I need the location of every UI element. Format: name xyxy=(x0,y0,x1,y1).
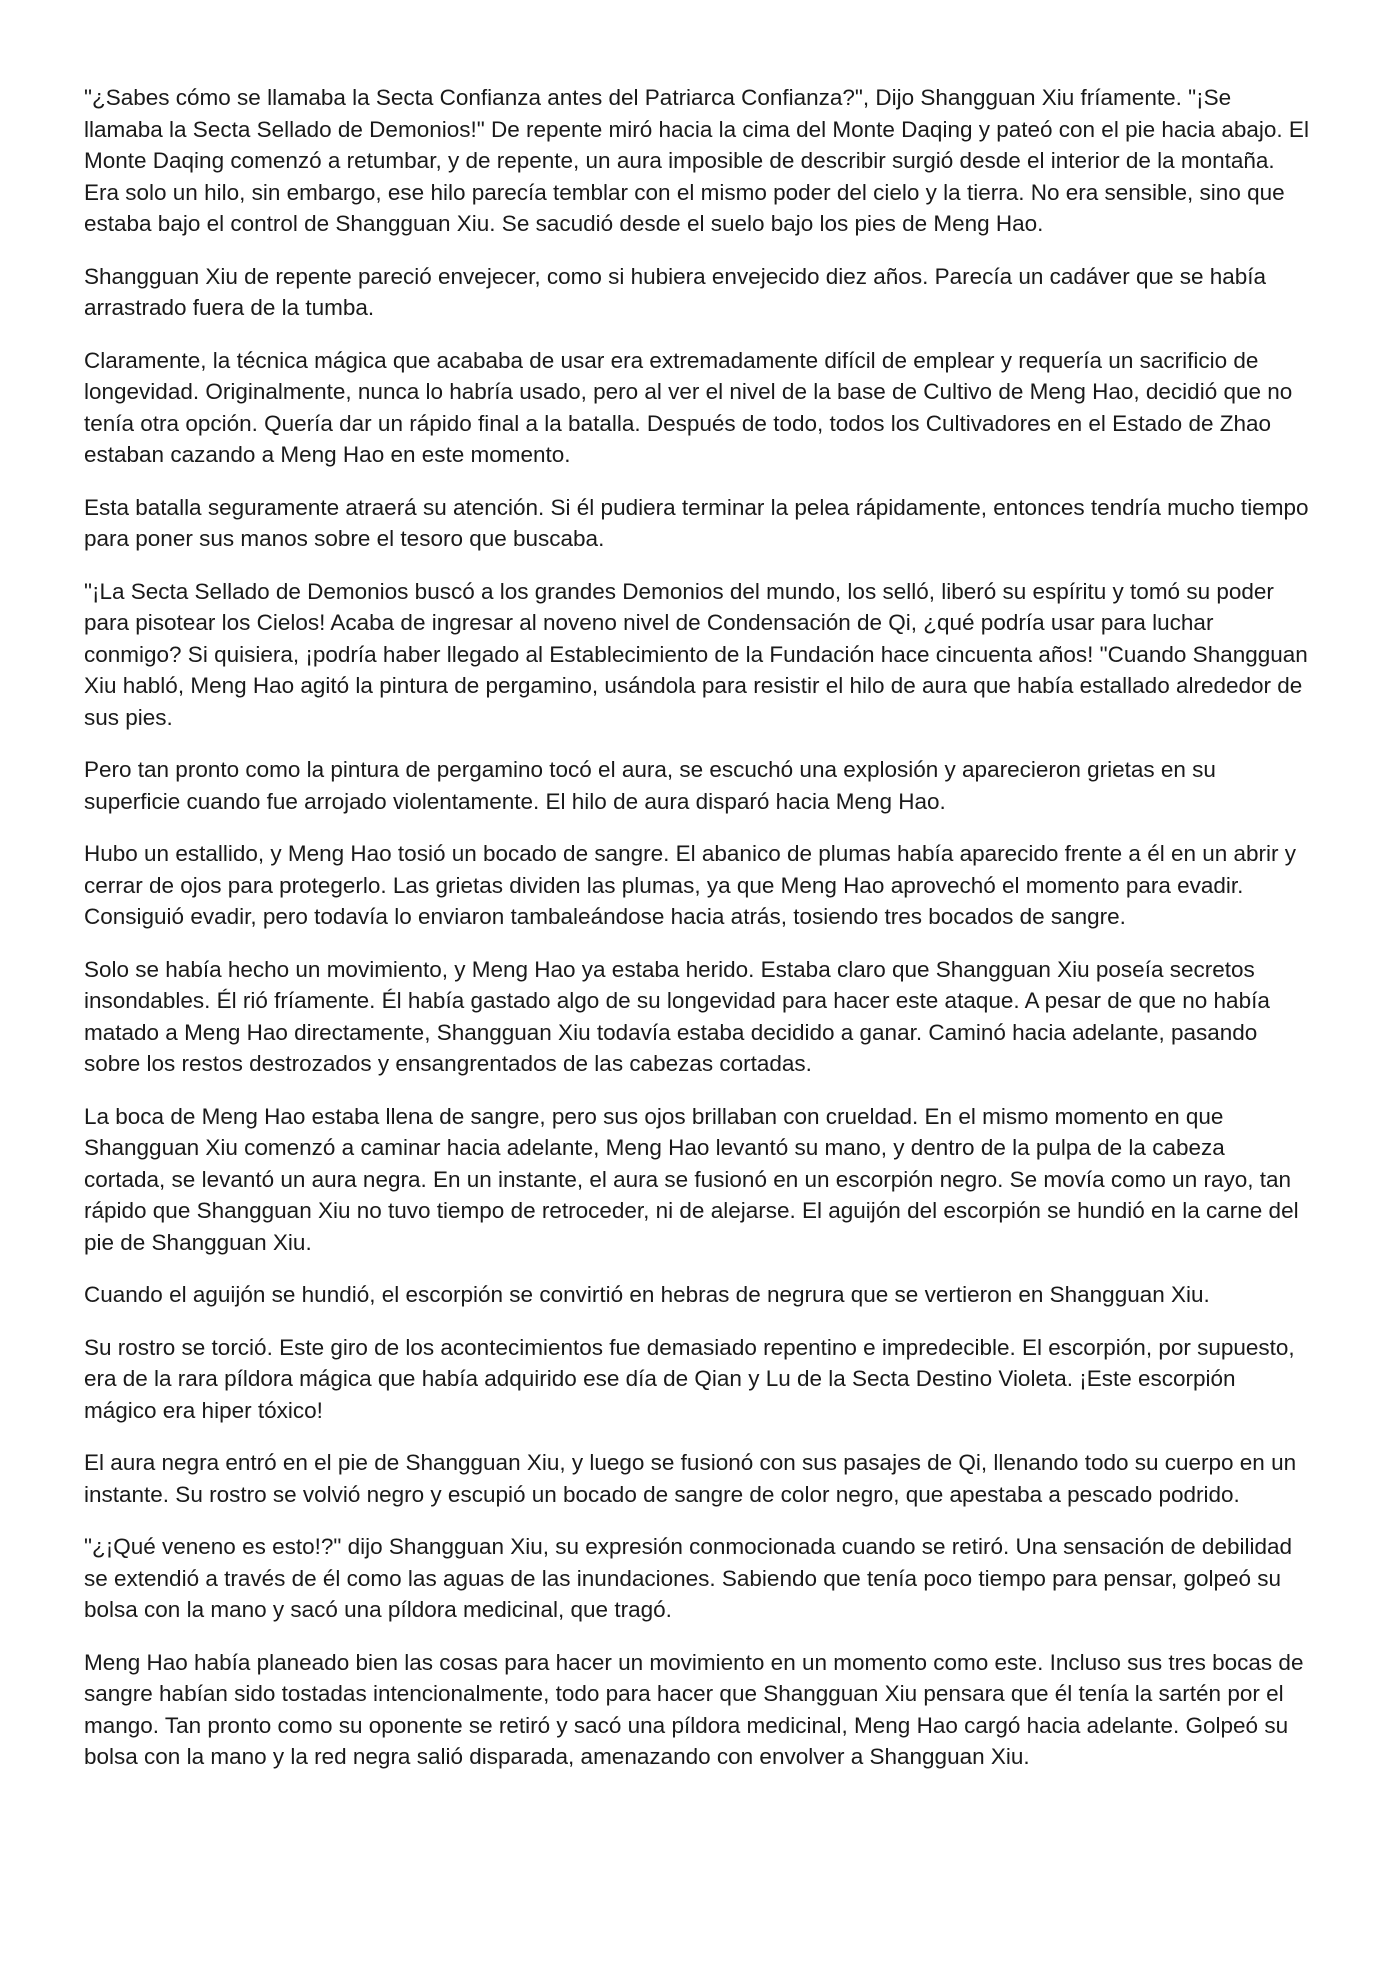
paragraph-4: Esta batalla seguramente atraerá su atención. Si él pudiera terminar la pelea rápidamente, entonces tendría mucho tiempo para poner sus manos sobre el tesoro que buscaba. xyxy=(84,494,1309,551)
paragraph-11: Su rostro se torció. Este giro de los acontecimientos fue demasiado repentino e impredecible. El escorpión, por supuesto, era de la rara píldora mágica que había adquirido ese día de Qian y Lu de la Secta Destino Violeta. ¡Este escorpión mágico era hiper tóxico! xyxy=(84,1334,1295,1423)
paragraph-8: Solo se había hecho un movimiento, y Meng Hao ya estaba herido. Estaba claro que Shangguan Xiu poseía secretos insondables. Él rió fríamente. Él había gastado algo de su longevidad para hacer este ataque. A pesar de que no había matado a Meng Hao directamente, Shangguan Xiu todavía estaba decidido a ganar. Caminó hacia adelante, pasando sobre los restos destrozados y ensangrentados de las cabezas cortadas. xyxy=(84,956,1270,1076)
paragraph-6: Pero tan pronto como la pintura de pergamino tocó el aura, se escuchó una explosión y aparecieron grietas en su superficie cuando fue arrojado violentamente. El hilo de aura disparó hacia Meng Hao. xyxy=(84,757,1216,814)
paragraph-13: "¿¡Qué veneno es esto!?" dijo Shangguan Xiu, su expresión conmocionada cuando se retiró. Una sensación de debilidad se extendió a través de él como las aguas de las inundaciones. Sabiendo que tenía poco tiempo para pensar, golpeó su bolsa con la mano y sacó una píldora medicinal, que tragó. xyxy=(84,1534,1293,1622)
paragraph-10: Cuando el aguijón se hundió, el escorpión se convirtió en hebras de negrura que se vertieron en Shangguan Xiu. xyxy=(84,1282,1210,1307)
paragraph-2: Shangguan Xiu de repente pareció envejecer, como si hubiera envejecido diez años. Parecía un cadáver que se había arrastrado fuera de la tumba. xyxy=(84,263,1267,320)
paragraph-9: La boca de Meng Hao estaba llena de sangre, pero sus ojos brillaban con crueldad. En el mismo momento en que Shangguan Xiu comenzó a caminar hacia adelante, Meng Hao levantó su mano, y dentro de la pulpa de la cabeza cortada, se levantó un aura negra. En un instante, el aura se fusionó en un escorpión negro. Se movía como un rayo, tan rápido que Shangguan Xiu no tuvo tiempo de retroceder, ni de alejarse. El aguijón del escorpión se hundió en la carne del pie de Shangguan Xiu. xyxy=(84,1103,1299,1255)
paragraph-7: Hubo un estallido, y Meng Hao tosió un bocado de sangre. El abanico de plumas había aparecido frente a él en un abrir y cerrar de ojos para protegerlo. Las grietas dividen las plumas, ya que Meng Hao aprovechó el momento para evadir. Consiguió evadir, pero todavía lo enviaron tambaleándose hacia atrás, tosiendo tres bocados de sangre. xyxy=(84,841,1297,929)
paragraph-12: El aura negra entró en el pie de Shangguan Xiu, y luego se fusionó con sus pasajes de Qi, llenando todo su cuerpo en un instante. Su rostro se volvió negro y escupió un bocado de sangre de color negro, que apestaba a pescado podrido. xyxy=(84,1450,1297,1507)
paragraph-5: "¡La Secta Sellado de Demonios buscó a los grandes Demonios del mundo, los selló, liberó su espíritu y tomó su poder para pisotear los Cielos! Acaba de ingresar al noveno nivel de Condensación de Qi, ¿qué podría usar para luchar conmigo? Si quisiera, ¡podría haber llegado al Establecimiento de la Fundación hace cincuenta años! "Cuando Shangguan Xiu habló, Meng Hao agitó la pintura de pergamino, usándola para resistir el hilo de aura que había estallado alrededor de sus pies. xyxy=(84,578,1308,730)
paragraph-1: "¿Sabes cómo se llamaba la Secta Confianza antes del Patriarca Confianza?", Dijo Shangguan Xiu fríamente. "¡Se llamaba la Secta Sellado de Demonios!" De repente miró hacia la cima del Monte Daqing y pateó con el pie hacia abajo. El Monte Daqing comenzó a retumbar, y de repente, un aura imposible de describir surgió desde el interior de la montaña. Era solo un hilo, sin embargo, ese hilo parecía temblar con el mismo poder del cielo y la tierra. No era sensible, sino que estaba bajo el control de Shangguan Xiu. Se sacudió desde el suelo bajo los pies de Meng Hao. xyxy=(84,85,1309,236)
document-page xyxy=(84,82,1309,1794)
paragraph-3: Claramente, la técnica mágica que acababa de usar era extremadamente difícil de emplear y requería un sacrificio de longevidad. Originalmente, nunca lo habría usado, pero al ver el nivel de la base de Cultivo de Meng Hao, decidió que no tenía otra opción. Quería dar un rápido final a la batalla. Después de todo, todos los Cultivadores en el Estado de Zhao estaban cazando a Meng Hao en este momento. xyxy=(84,347,1293,467)
paragraph-14: Meng Hao había planeado bien las cosas para hacer un movimiento en un momento como este. Incluso sus tres bocas de sangre habían sido tostadas intencionalmente, todo para hacer que Shangguan Xiu pensara que él tenía la sartén por el mango. Tan pronto como su oponente se retiró y sacó una píldora medicinal, Meng Hao cargó hacia adelante. Golpeó su bolsa con la mano y la red negra salió disparada, amenazando con envolver a Shangguan Xiu. xyxy=(84,1649,1304,1769)
